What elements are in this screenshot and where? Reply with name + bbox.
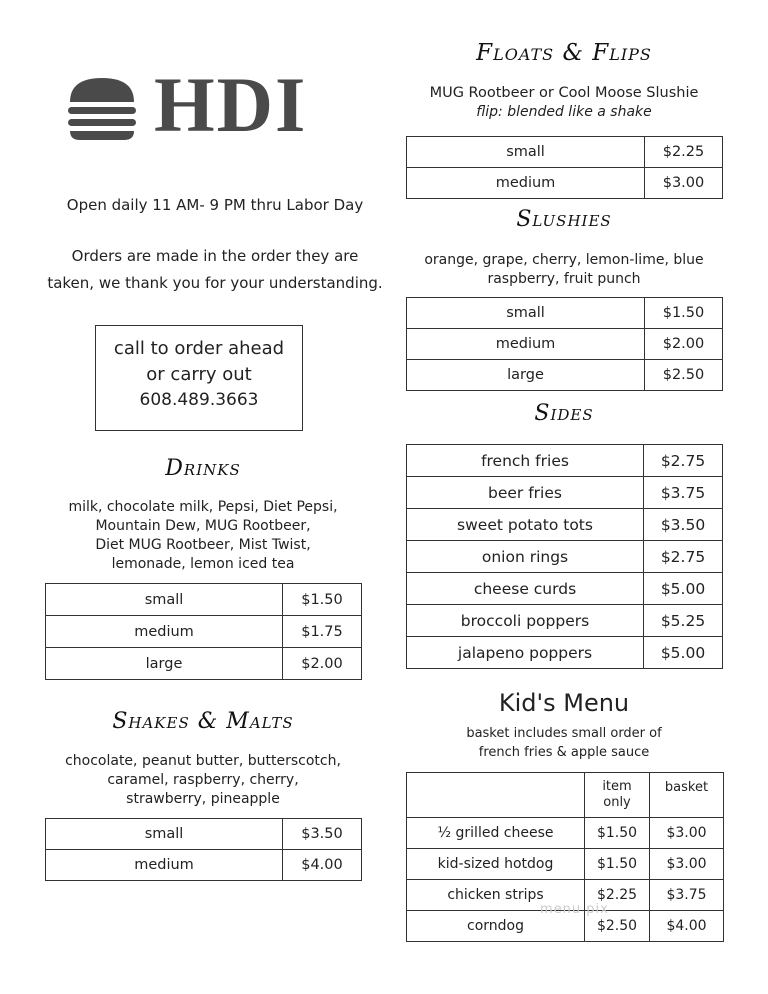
- floats-title: Floats & Flips: [476, 40, 652, 66]
- desc-line: Mountain Dew, MUG Rootbeer,: [95, 518, 311, 534]
- table-row: [407, 360, 723, 391]
- order-notice-line: Orders are made in the order they are: [71, 247, 359, 265]
- price-cell: $2.50: [585, 911, 650, 942]
- table-row: [46, 648, 362, 680]
- price-cell: $5.25: [644, 605, 723, 637]
- price-cell: $2.25: [645, 137, 723, 168]
- desc-line: strawberry, pineapple: [126, 791, 280, 807]
- price-cell: $5.00: [644, 637, 723, 669]
- price-cell: $3.50: [644, 509, 723, 541]
- price-cell: $1.75: [283, 616, 362, 648]
- drinks-title: Drinks: [165, 456, 241, 481]
- table-row: [407, 298, 723, 329]
- table-row: [407, 137, 723, 168]
- kids-menu-description: [396, 724, 732, 762]
- call-line: call to order ahead: [113, 338, 285, 359]
- size-cell: medium: [407, 168, 645, 199]
- order-notice-line: taken, we thank you for your understanding.: [47, 274, 383, 292]
- logo: [66, 61, 336, 148]
- size-cell: small: [407, 137, 645, 168]
- slushies-description: [396, 251, 732, 289]
- shakes-table: [45, 818, 362, 881]
- table-row: [407, 329, 723, 360]
- hours-text: Open daily 11 AM- 9 PM thru Labor Day: [66, 196, 364, 214]
- item-cell: cheese curds: [407, 573, 644, 605]
- price-cell: $1.50: [283, 584, 362, 616]
- table-header-row: [407, 773, 724, 818]
- drinks-table: [45, 583, 362, 680]
- item-cell: sweet potato tots: [407, 509, 644, 541]
- desc-line: basket includes small order of: [466, 726, 662, 741]
- floats-description: MUG Rootbeer or Cool Moose Slushie: [429, 85, 699, 101]
- table-row: [407, 541, 723, 573]
- price-cell: $4.00: [650, 911, 724, 942]
- item-cell: onion rings: [407, 541, 644, 573]
- price-cell: $1.50: [585, 818, 650, 849]
- call-line: or carry out: [146, 364, 252, 385]
- logo-text: HDI: [154, 61, 308, 148]
- table-row: [407, 818, 724, 849]
- size-cell: large: [407, 360, 645, 391]
- header-text: basket: [664, 780, 709, 795]
- sides-title: Sides: [534, 401, 594, 426]
- table-row: [46, 584, 362, 616]
- price-cell: $3.00: [645, 168, 723, 199]
- call-ahead-box: [95, 325, 303, 431]
- table-row: [46, 819, 362, 850]
- kids-menu-title: Kid's Menu: [498, 689, 630, 717]
- price-cell: $2.25: [585, 880, 650, 911]
- price-cell: $2.00: [283, 648, 362, 680]
- table-row: [46, 616, 362, 648]
- desc-line: raspberry, fruit punch: [487, 271, 641, 287]
- price-cell: $2.50: [645, 360, 723, 391]
- desc-line: Diet MUG Rootbeer, Mist Twist,: [95, 537, 311, 553]
- price-cell: $4.00: [283, 850, 362, 881]
- slushies-table: [406, 297, 723, 391]
- header-empty-cell: [407, 773, 585, 818]
- item-cell: corndog: [407, 911, 585, 942]
- sides-table: [406, 444, 723, 669]
- phone-number[interactable]: 608.489.3663: [139, 390, 259, 410]
- table-row: [407, 849, 724, 880]
- burger-icon: [66, 76, 138, 142]
- item-cell: french fries: [407, 445, 644, 477]
- desc-line: french fries & apple sauce: [478, 745, 650, 760]
- price-cell: $1.50: [585, 849, 650, 880]
- item-cell: ½ grilled cheese: [407, 818, 585, 849]
- slushies-title: Slushies: [516, 207, 612, 232]
- desc-line: caramel, raspberry, cherry,: [107, 772, 299, 788]
- floats-table: [406, 136, 723, 199]
- desc-line: orange, grape, cherry, lemon-lime, blue: [424, 252, 704, 268]
- header-basket: [650, 773, 724, 818]
- size-cell: medium: [407, 329, 645, 360]
- price-cell: $3.50: [283, 819, 362, 850]
- header-text: item: [602, 779, 632, 794]
- watermark: menu pix: [540, 902, 609, 917]
- price-cell: $3.00: [650, 818, 724, 849]
- floats-flip-note: flip: blended like a shake: [476, 104, 652, 120]
- desc-line: lemonade, lemon iced tea: [111, 556, 295, 572]
- table-row: [407, 637, 723, 669]
- table-row: [407, 509, 723, 541]
- table-row: [407, 573, 723, 605]
- shakes-title: Shakes & Malts: [112, 709, 294, 734]
- price-cell: $2.75: [644, 445, 723, 477]
- size-cell: small: [46, 819, 283, 850]
- header-text: only: [603, 795, 631, 810]
- table-row: [46, 850, 362, 881]
- price-cell: $3.00: [650, 849, 724, 880]
- price-cell: $1.50: [645, 298, 723, 329]
- table-row: [407, 445, 723, 477]
- desc-line: chocolate, peanut butter, butterscotch,: [65, 753, 341, 769]
- item-cell: kid-sized hotdog: [407, 849, 585, 880]
- size-cell: small: [46, 584, 283, 616]
- price-cell: $3.75: [644, 477, 723, 509]
- item-cell: jalapeno poppers: [407, 637, 644, 669]
- table-row: [407, 477, 723, 509]
- price-cell: $3.75: [650, 880, 724, 911]
- table-row: [407, 168, 723, 199]
- item-cell: chicken strips: [407, 880, 585, 911]
- shakes-description: [30, 752, 376, 809]
- size-cell: medium: [46, 850, 283, 881]
- item-cell: beer fries: [407, 477, 644, 509]
- drinks-description: [30, 498, 376, 574]
- price-cell: $2.75: [644, 541, 723, 573]
- table-row: [407, 605, 723, 637]
- order-notice: [30, 243, 400, 297]
- header-item-only: [585, 773, 650, 818]
- size-cell: large: [46, 648, 283, 680]
- price-cell: $5.00: [644, 573, 723, 605]
- desc-line: milk, chocolate milk, Pepsi, Diet Pepsi,: [68, 499, 338, 515]
- size-cell: medium: [46, 616, 283, 648]
- price-cell: $2.00: [645, 329, 723, 360]
- size-cell: small: [407, 298, 645, 329]
- item-cell: broccoli poppers: [407, 605, 644, 637]
